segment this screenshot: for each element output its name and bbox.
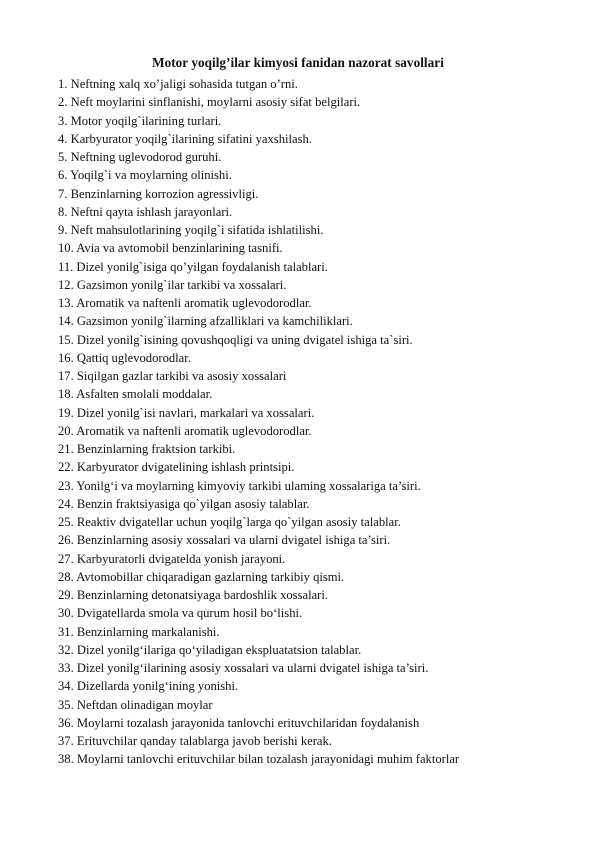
question-item: 37. Erituvchilar qanday talablarga javob berishi kerak. — [58, 734, 332, 748]
question-item: 31. Benzinlarning markalanishi. — [58, 624, 220, 639]
question-item: 34. Dizellarda yonilg‘ining yonishi. — [58, 679, 239, 694]
question-item: 35. Neftdan olinadigan moylar — [58, 697, 213, 712]
question-item: 29. Benzinlarning detonatsiyaga bardoshlik xossalari. — [58, 588, 329, 602]
question-item: 38. Moylarni tanlovchi erituvchilar bilan tozalash jarayonidagi muhim faktorlar — [58, 752, 460, 767]
question-item: 11. Dizel yonilg`isiga qo’yilgan foydalanish talablari. — [58, 259, 328, 274]
question-item: 21. Benzinlarning fraktsion tarkibi. — [58, 442, 236, 456]
question-item: 10. Avia va avtomobil benzinlarining tasnifi. — [58, 241, 283, 256]
question-item: 23. Yonilg‘i va moylarning kimyoviy tarkibi ulaming xossalariga ta’siri. — [58, 478, 421, 493]
question-item: 18. Asfalten smolali moddalar. — [58, 387, 213, 402]
question-item: 7. Benzinlarning korrozion agressivligi. — [58, 186, 259, 201]
document-title: Motor yoqilg’ilar kimyosi fanidan nazorat savollari — [152, 55, 444, 70]
question-item: 17. Siqilgan gazlar tarkibi va asosiy xossalari — [58, 369, 287, 383]
question-item: 36. Moylarni tozalash jarayonida tanlovchi erituvchilaridan foydalanish — [58, 715, 420, 730]
question-item: 27. Karbyuratorli dvigatelda yonish jarayoni. — [58, 551, 286, 566]
question-item: 5. Neftning uglevodorod guruhi. — [58, 150, 222, 164]
question-item: 6. Yoqilg`i va moylarning olinishi. — [58, 168, 232, 183]
question-item: 8. Neftni qayta ishlash jarayonlari. — [58, 204, 233, 219]
question-item: 16. Qattiq uglevodorodlar. — [58, 350, 191, 365]
question-item: 1. Neftning xalq xo’jaligi sohasida tutgan o’rni. — [58, 77, 298, 91]
question-item: 22. Karbyurator dvigatelining ishlash printsipi. — [58, 460, 295, 475]
question-item: 4. Karbyurator yoqilg`ilarining sifatini yaxshilash. — [58, 131, 312, 146]
question-item: 33. Dizel yonilg‘ilarining asosiy xossalari va ularni dvigatel ishiga ta’siri. — [58, 661, 429, 675]
question-item: 13. Aromatik va naftenli aromatik uglevodorodlar. — [58, 296, 312, 310]
question-item: 28. Avtomobillar chiqaradigan gazlarning tarkibiy qismi. — [58, 569, 345, 584]
question-item: 9. Neft mahsulotlarining yoqilg`i sifatida ishlatilishi. — [58, 223, 324, 237]
question-item: 3. Motor yoqilg`ilarining turlari. — [58, 113, 222, 128]
question-item: 32. Dizel yonilg‘ilariga qo‘yiladigan ekspluatatsion talablar. — [58, 642, 362, 657]
question-list — [58, 75, 558, 769]
question-item: 30. Dvigatellarda smola va qurum hosil bo‘lishi. — [58, 606, 303, 621]
question-item: 12. Gazsimon yonilg`ilar tarkibi va xossalari. — [58, 277, 287, 292]
question-item: 20. Aromatik va naftenli aromatik uglevodorodlar. — [58, 423, 312, 438]
question-item: 25. Reaktiv dvigatellar uchun yoqilg`larga qo`yilgan asosiy talablar. — [58, 515, 401, 529]
question-item: 14. Gazsimon yonilg`ilarning afzalliklari va kamchiliklari. — [58, 314, 353, 329]
question-item: 19. Dizel yonilg`isi navlari, markalari va xossalari. — [58, 405, 315, 420]
question-item: 26. Benzinlarning asosiy xossalari va ularni dvigatel ishiga ta’siri. — [58, 533, 391, 548]
question-item: 15. Dizel yonilg`isining qovushqoqligi va uning dvigatel ishiga ta`siri. — [58, 332, 413, 347]
question-item: 24. Benzin fraktsiyasiga qo`yilgan asosiy talablar. — [58, 496, 310, 511]
question-item: 2. Neft moylarini sinflanishi, moylarni asosiy sifat belgilari. — [58, 95, 361, 110]
